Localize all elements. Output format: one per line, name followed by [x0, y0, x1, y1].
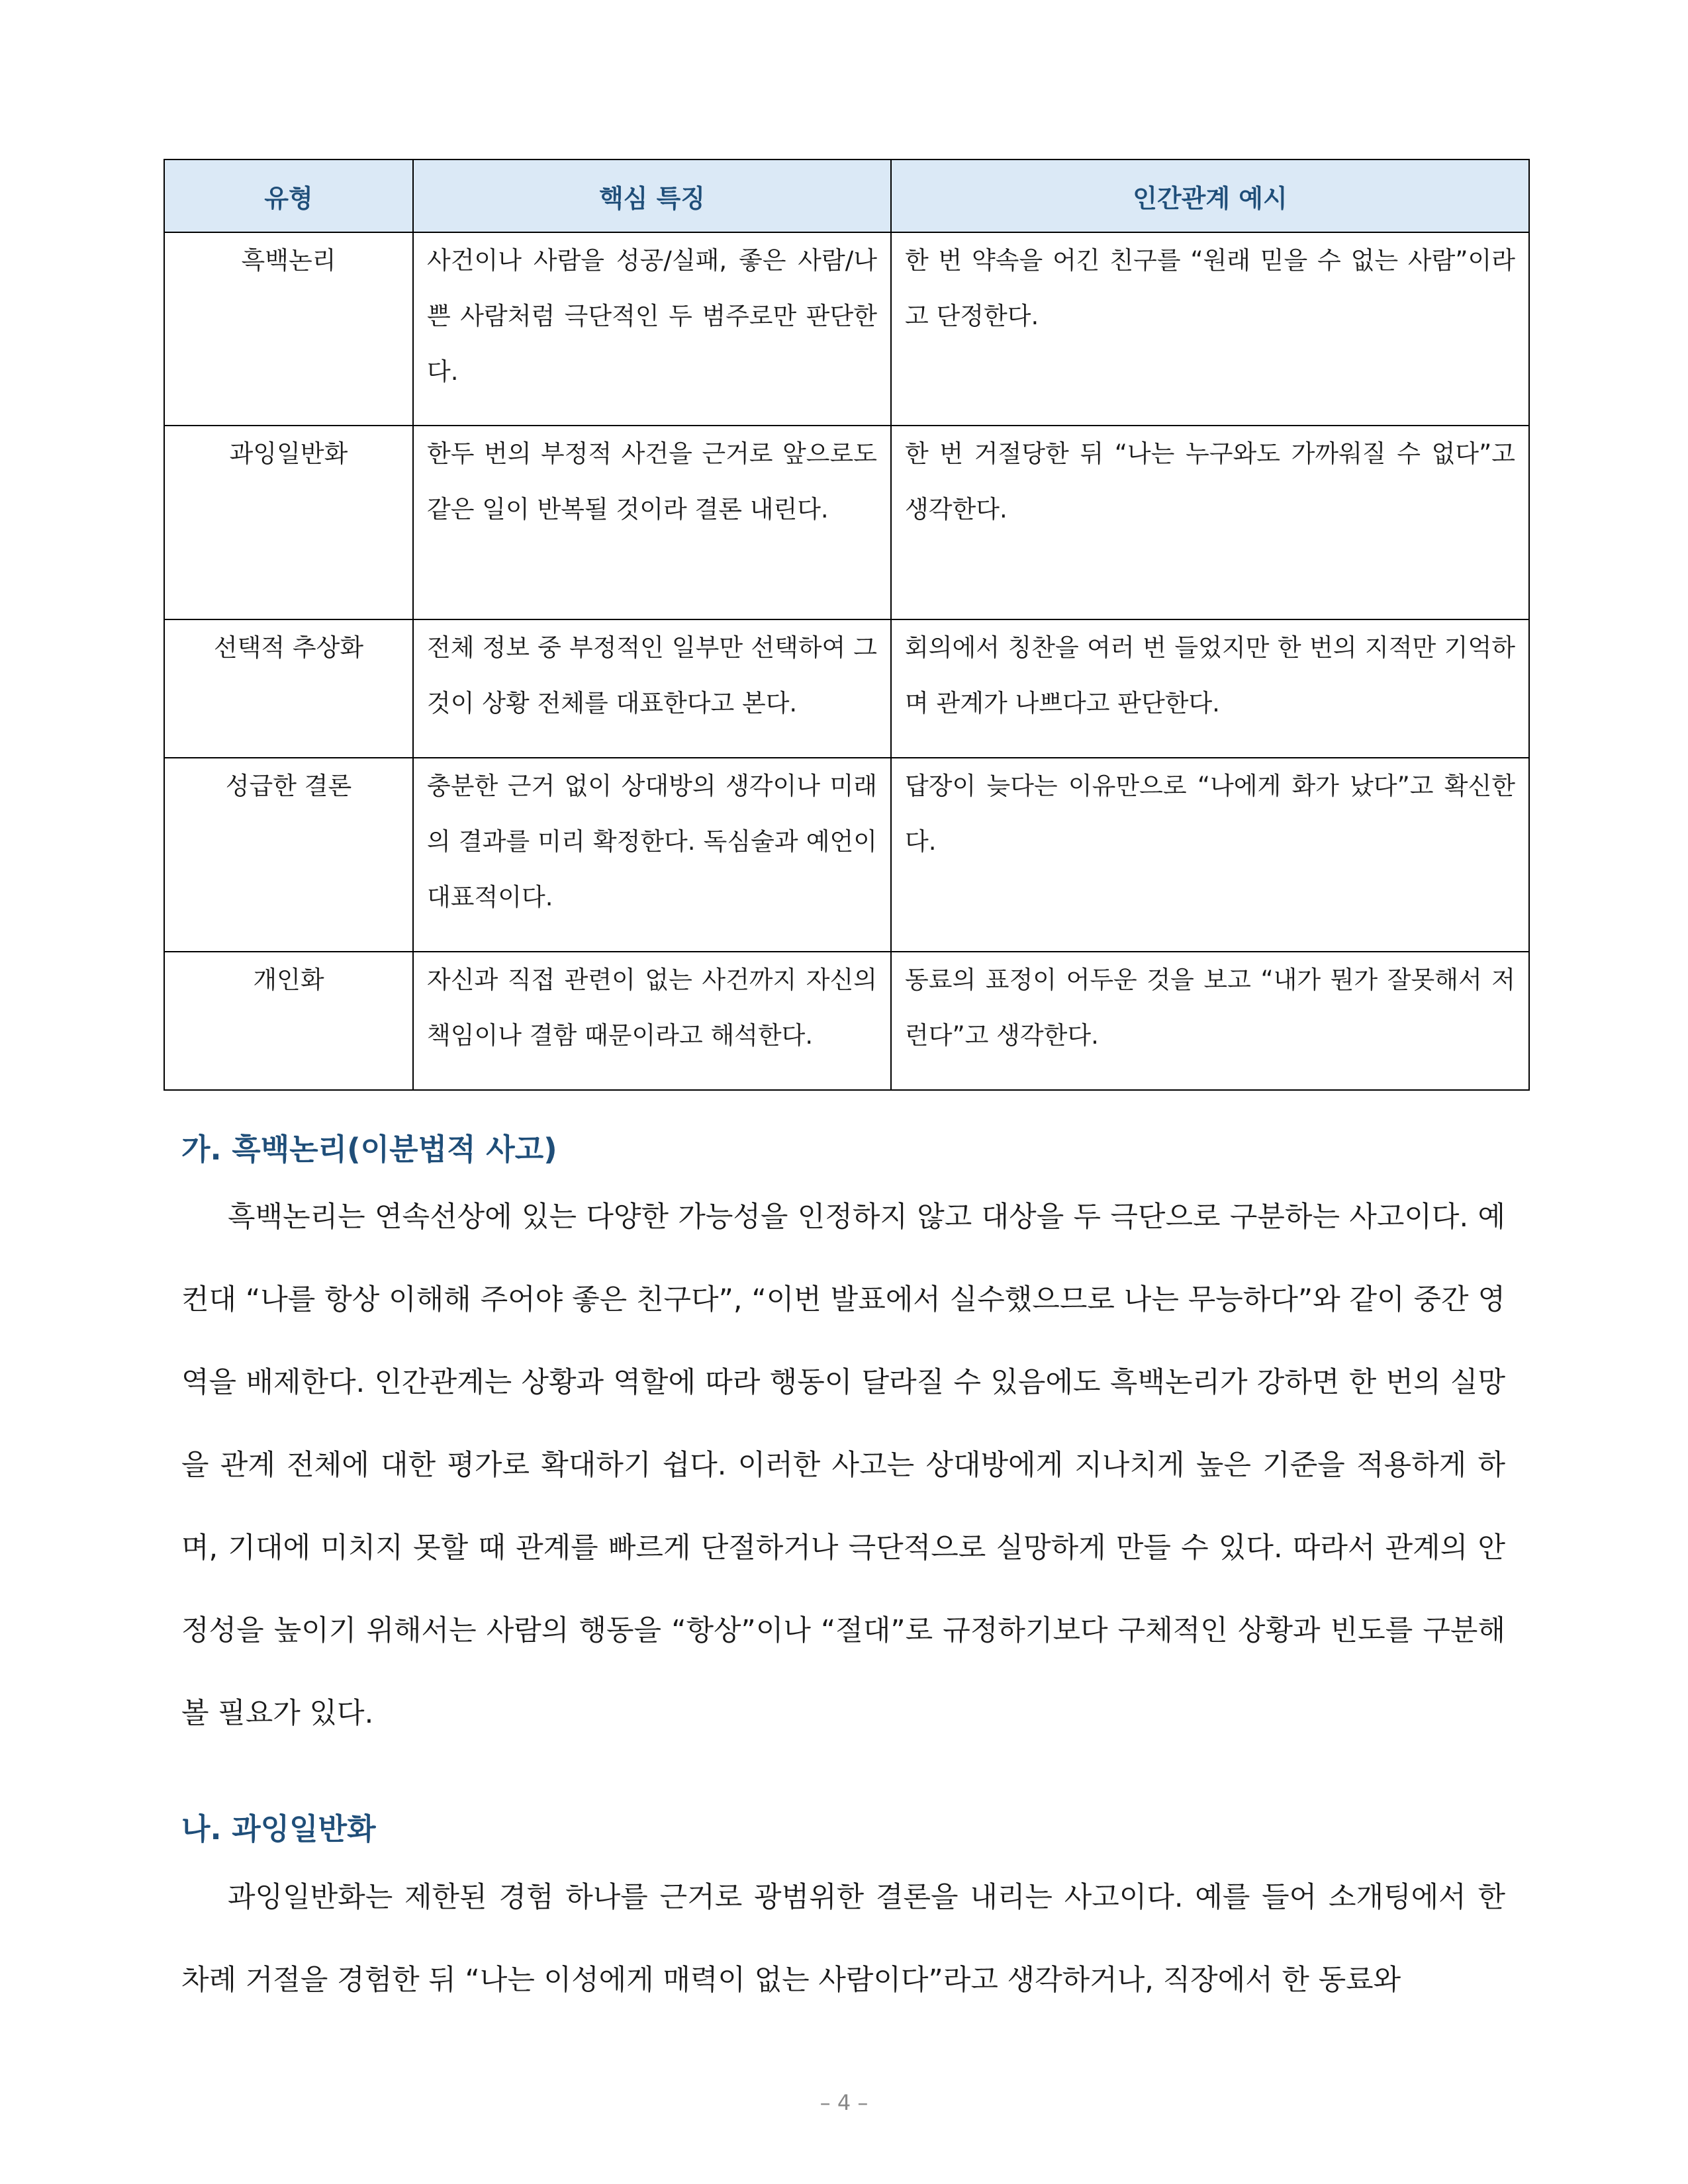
table-row: [164, 619, 1529, 758]
table-row: [164, 232, 1529, 426]
row-feature-cell: 한두 번의 부정적 사건을 근거로 앞으로도 같은 일이 반복될 것이라 결론 내린다.: [413, 426, 891, 619]
section-b-heading: 나. 과잉일반화: [181, 1811, 376, 1846]
row-example-cell: 답장이 늦다는 이유만으로 “나에게 화가 났다”고 확신한다.: [891, 758, 1529, 952]
header-feature: 핵심 특징: [413, 159, 891, 232]
row-type-cell: 성급한 결론: [164, 758, 413, 952]
row-type-cell: 흑백논리: [164, 232, 413, 426]
table-row: [164, 426, 1529, 619]
row-feature-cell: 사건이나 사람을 성공/실패, 좋은 사람/나쁜 사람처럼 극단적인 두 범주로만 판단한다.: [413, 232, 891, 426]
row-feature-cell: 충분한 근거 없이 상대방의 생각이나 미래의 결과를 미리 확정한다. 독심술과 예언이 대표적이다.: [413, 758, 891, 952]
row-type-cell: 개인화: [164, 952, 413, 1090]
row-type-cell: 과잉일반화: [164, 426, 413, 619]
row-example-cell: 한 번 거절당한 뒤 “나는 누구와도 가까워질 수 없다”고 생각한다.: [891, 426, 1529, 619]
table-row: [164, 952, 1529, 1090]
section-b-paragraph: 과잉일반화는 제한된 경험 하나를 근거로 광범위한 결론을 내리는 사고이다. 예를 들어 소개팅에서 한 차례 거절을 경험한 뒤 “나는 이성에게 매력이 없는 사람이다”라고 생각하거나, 직장에서 한 동료와: [181, 1881, 1505, 1997]
row-example-cell: 한 번 약속을 어긴 친구를 “원래 믿을 수 없는 사람”이라고 단정한다.: [891, 232, 1529, 426]
section-a-heading: 가. 흑백논리(이분법적 사고): [181, 1132, 557, 1167]
header-example: 인간관계 예시: [891, 159, 1529, 232]
table-header-row: [164, 159, 1529, 232]
section-a-paragraph: 흑백논리는 연속선상에 있는 다양한 가능성을 인정하지 않고 대상을 두 극단으로 구분하는 사고이다. 예컨대 “나를 항상 이해해 주어야 좋은 친구다”, “이번 발표에서 실수했으므로 나는 무능하다”와 같이 중간 영역을 배제한다. 인간관계는 상황과 역할에 따라 행동이 달라질 수 있음에도 흑백논리가 강하면 한 번의 실망을 관계 전체에 대한 평가로 확대하기 쉽다. 이러한 사고는 상대방에게 지나치게 높은 기준을 적용하게 하며, 기대에 미치지 못할 때 관계를 빠르게 단절하거나 극단적으로 실망하게 만들 수 있다. 따라서 관계의 안정성을 높이기 위해서는 사람의 행동을 “항상”이나 “절대”로 규정하기보다 구체적인 상황과 빈도를 구분해 볼 필요가 있다.: [181, 1201, 1505, 1730]
table-row: [164, 758, 1529, 952]
header-type: 유형: [164, 159, 413, 232]
page-number: – 4 –: [820, 2090, 868, 2115]
row-feature-cell: 전체 정보 중 부정적인 일부만 선택하여 그것이 상황 전체를 대표한다고 본다.: [413, 619, 891, 758]
row-feature-cell: 자신과 직접 관련이 없는 사건까지 자신의 책임이나 결함 때문이라고 해석한다.: [413, 952, 891, 1090]
row-example-cell: 회의에서 칭찬을 여러 번 들었지만 한 번의 지적만 기억하며 관계가 나쁘다고 판단한다.: [891, 619, 1529, 758]
cognitive-distortion-table: [164, 159, 1530, 1091]
row-example-cell: 동료의 표정이 어두운 것을 보고 “내가 뭔가 잘못해서 저런다”고 생각한다.: [891, 952, 1529, 1090]
row-type-cell: 선택적 추상화: [164, 619, 413, 758]
